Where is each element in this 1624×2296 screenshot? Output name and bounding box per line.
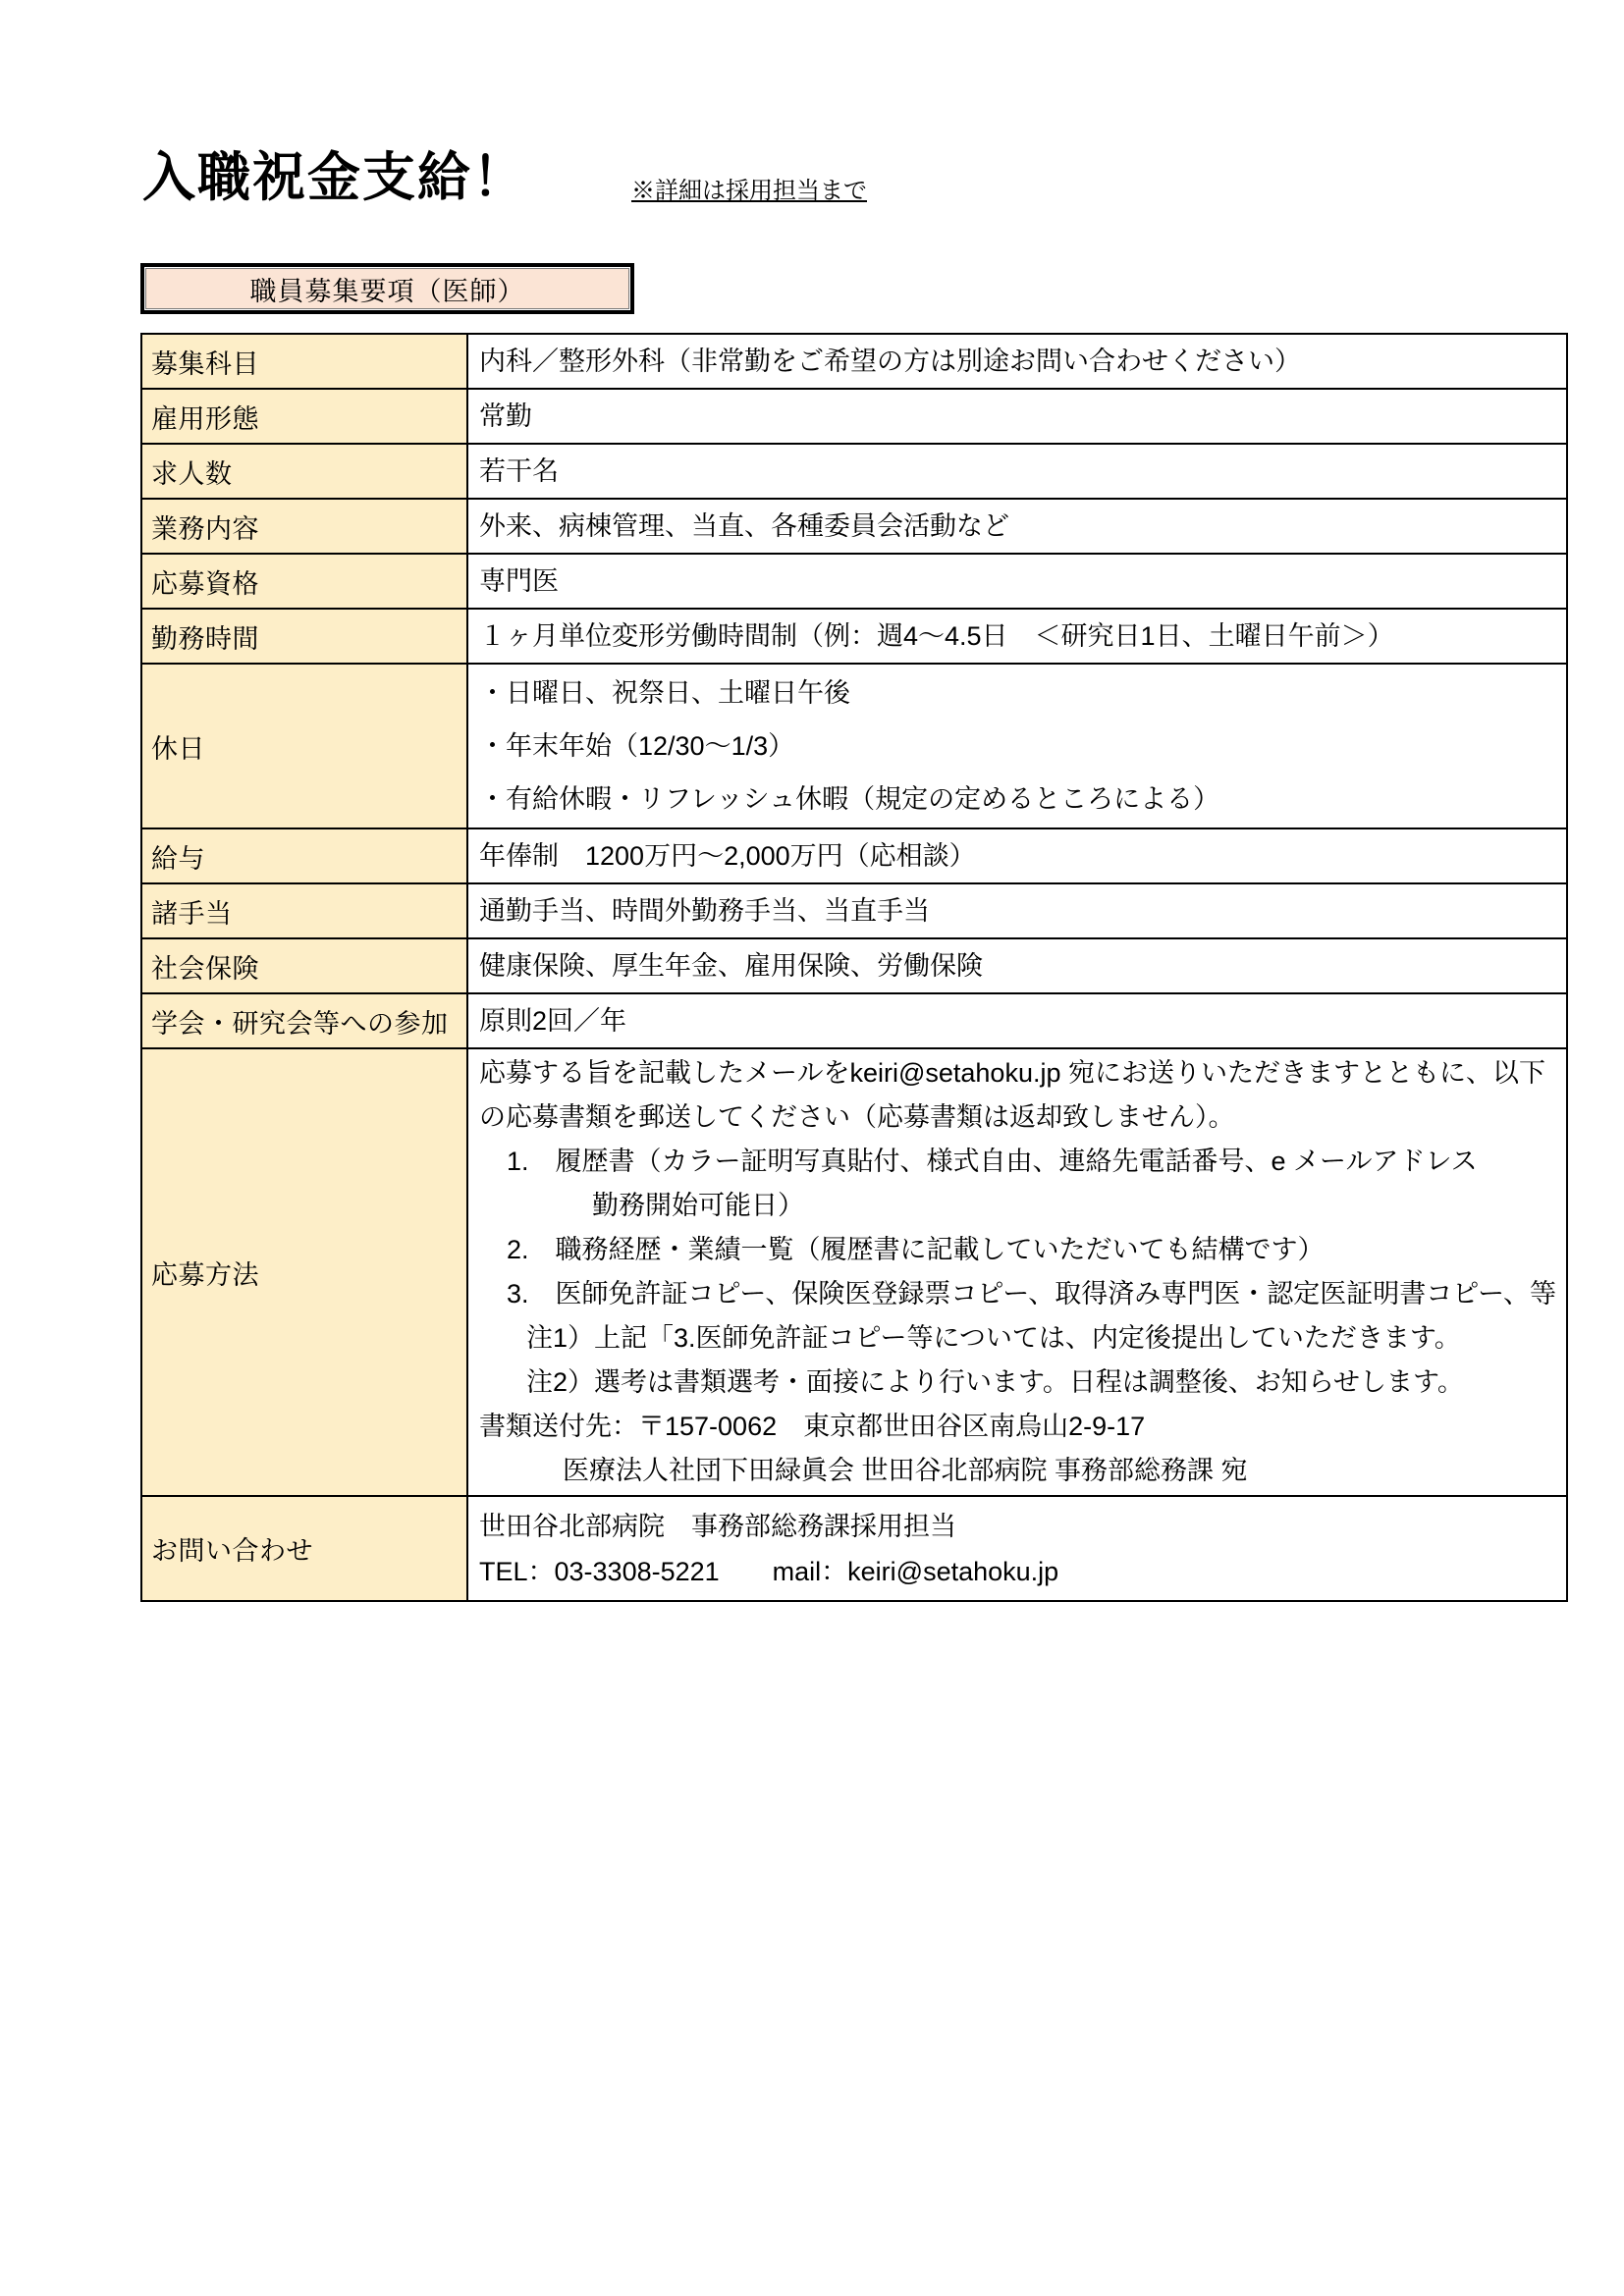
value-line: 外来、病棟管理、当直、各種委員会活動など [479,511,1009,541]
table-row [141,1496,1567,1601]
row-value [467,444,1567,499]
value-line: 書類送付先：〒157-0062 東京都世田谷区南烏山2-9-17 [479,1412,1146,1441]
value-line: 世田谷北部病院 事務部総務課採用担当 [479,1511,956,1541]
row-label: 休日 [141,664,467,828]
value-line: 勤務開始可能日） [592,1191,804,1220]
table-row [141,938,1567,993]
row-label: お問い合わせ [141,1496,467,1601]
row-label: 応募方法 [141,1048,467,1496]
row-value [467,938,1567,993]
value-line: 常勤 [479,401,532,431]
value-line: 原則2回／年 [479,1006,627,1036]
table-row [141,664,1567,828]
table-row [141,334,1567,389]
value-line: 健康保険、厚生年金、雇用保険、労働保険 [479,951,983,981]
row-value [467,828,1567,883]
value-line: 通勤手当、時間外勤務手当、当直手当 [479,896,930,926]
row-label: 学会・研究会等への参加 [141,993,467,1048]
value-line: ・有給休暇・リフレッシュ休暇（規定の定めるところによる） [479,784,1220,814]
value-line: TEL：03-3308-5221 mail：keiri@setahoku.jp [479,1556,1059,1586]
recruitment-table-wrap [140,333,1568,1602]
table-row [141,444,1567,499]
row-value [467,1048,1567,1496]
table-row [141,609,1567,664]
recruitment-table [140,333,1568,1602]
table-row [141,389,1567,444]
value-line: 1. 履歴書（カラー証明写真貼付、様式自由、連絡先電話番号、e メールアドレス [507,1147,1478,1176]
row-value [467,499,1567,554]
row-value [467,554,1567,609]
value-line: 若干名 [479,456,559,486]
row-value [467,389,1567,444]
page-title: 入職祝金支給！ [142,148,527,207]
value-line: 内科／整形外科（非常勤をご希望の方は別途お問い合わせください） [479,347,1301,376]
value-line: 3. 医師免許証コピー、保険医登録票コピー、取得済み専門医・認定医証明書コピー、等 [507,1279,1557,1308]
row-label: 応募資格 [141,554,467,609]
row-label: 給与 [141,828,467,883]
value-line: 注2）選考は書類選考・面接により行います。日程は調整後、お知らせします。 [526,1367,1464,1397]
row-label: 業務内容 [141,499,467,554]
value-line: 医療法人社団下田緑眞会 世田谷北部病院 事務部総務課 宛 [563,1456,1248,1485]
row-label: 求人数 [141,444,467,499]
row-label: 社会保険 [141,938,467,993]
row-value [467,334,1567,389]
table-row [141,499,1567,554]
row-label: 諸手当 [141,883,467,938]
value-line: 応募する旨を記載したメールをkeiri@setahoku.jp 宛にお送りいただきますとともに、以下 [479,1058,1545,1088]
value-line: 2. 職務経歴・業績一覧（履歴書に記載していただいても結構です） [507,1235,1325,1264]
value-line: ・年末年始（12/30～1/3） [479,731,795,761]
value-line: の応募書類を郵送してください（応募書類は返却致しません）。 [479,1102,1235,1132]
row-value [467,664,1567,828]
row-value [467,609,1567,664]
table-caption-box [140,263,634,314]
row-label: 勤務時間 [141,609,467,664]
value-line: 専門医 [479,566,559,596]
value-line: ・日曜日、祝祭日、土曜日午後 [479,678,850,708]
table-row [141,993,1567,1048]
row-label: 募集科目 [141,334,467,389]
table-caption: 職員募集要項（医師） [145,268,629,309]
table-row [141,883,1567,938]
table-row [141,1048,1567,1496]
value-line: １ヶ月単位変形労働時間制（例：週4～4.5日 ＜研究日1日、土曜日午前＞） [479,621,1394,651]
table-row [141,554,1567,609]
row-value [467,1496,1567,1601]
row-value [467,883,1567,938]
row-label: 雇用形態 [141,389,467,444]
value-line: 年俸制 1200万円～2,000万円（応相談） [479,841,976,871]
row-value [467,993,1567,1048]
table-row [141,828,1567,883]
subtitle-note: ※詳細は採用担当まで [631,178,867,204]
value-line: 注1）上記「3.医師免許証コピー等については、内定後提出していただきます。 [526,1323,1461,1353]
